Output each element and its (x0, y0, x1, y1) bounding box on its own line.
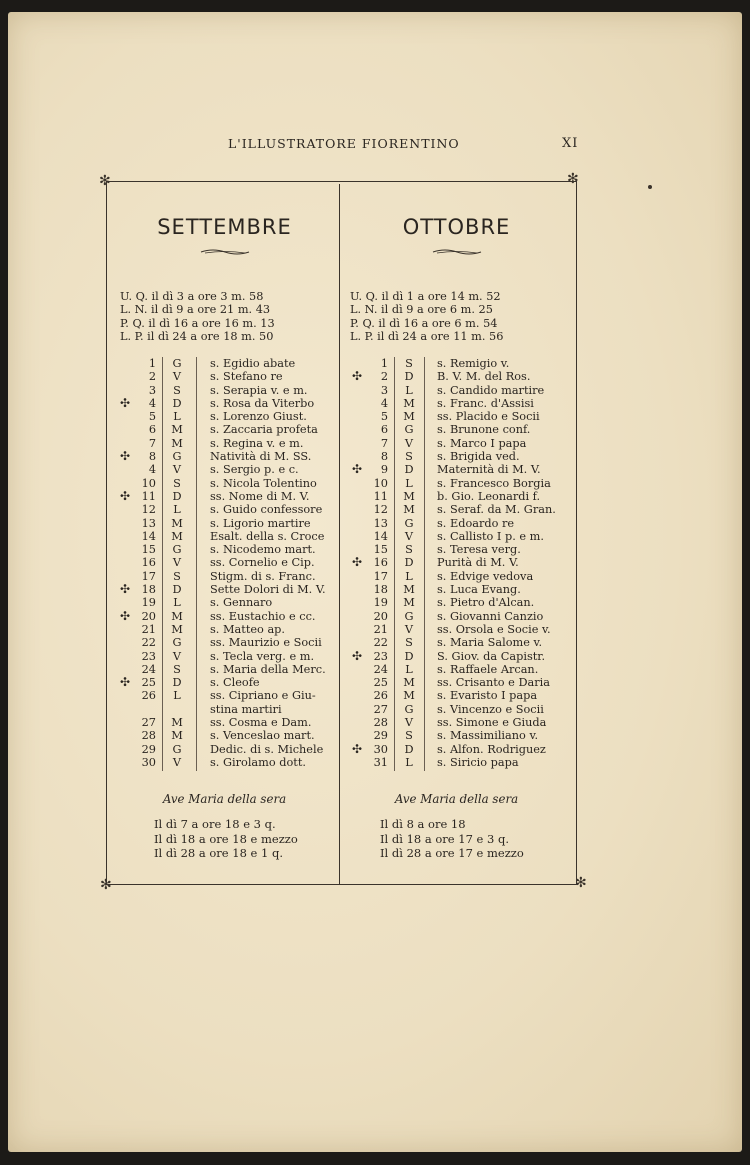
day-number: 26 (141, 689, 156, 703)
day-number: 28 (141, 729, 156, 743)
day-number: 3 (148, 383, 156, 397)
september-column (110, 181, 339, 883)
saint-name: s. Stefano re (210, 370, 283, 384)
weekday-letter: G (172, 543, 182, 557)
weekday-letter: S (405, 357, 413, 370)
day-row (342, 543, 571, 556)
weekday-letter: G (404, 702, 414, 716)
day-row (342, 357, 571, 370)
corner-ornament-icon: ✻ (100, 877, 112, 893)
day-number: 21 (141, 622, 156, 636)
ave-maria-line: Il dì 28 a ore 17 e mezzo (380, 846, 524, 860)
weekday-letter: D (172, 583, 182, 597)
saint-name: ss. Maurizio e Socii (210, 636, 322, 650)
day-number: 17 (373, 569, 388, 583)
saint-name: s. Giovanni Canzio (437, 609, 544, 623)
weekday-letter: D (172, 676, 182, 690)
weekday-letter: V (172, 649, 182, 663)
day-row (342, 663, 571, 676)
weekday-letter: D (172, 396, 182, 410)
day-number: 19 (141, 596, 156, 610)
moon-phase: P. Q. il dì 16 a ore 6 m. 54 (350, 316, 498, 330)
saint-name: s. Evaristo I papa (437, 689, 538, 703)
day-row (110, 397, 339, 410)
saint-name: Maternità di M. V. (437, 463, 541, 477)
saint-name: ss. Eustachio e cc. (210, 609, 316, 623)
day-row (342, 450, 571, 463)
weekday-letter: G (172, 636, 182, 650)
day-row (110, 636, 339, 649)
weekday-letter: M (403, 596, 415, 610)
saint-name: s. Girolamo dott. (210, 755, 306, 769)
day-number: 12 (141, 503, 156, 517)
day-row (110, 477, 339, 490)
saint-name: stina martiri (210, 702, 282, 716)
day-number: 11 (141, 489, 156, 503)
weekday-letter: G (404, 423, 414, 437)
day-number: 4 (148, 396, 156, 410)
saint-name: B. V. M. del Ros. (437, 370, 531, 384)
day-row (110, 423, 339, 436)
weekday-letter: V (404, 436, 414, 450)
weekday-letter: V (172, 463, 182, 477)
feast-cross-icon: ✣ (119, 449, 131, 464)
column-divider (339, 184, 340, 885)
day-number: 23 (141, 649, 156, 663)
day-number: 2 (148, 370, 156, 384)
saint-name: s. Luca Evang. (437, 583, 521, 597)
saint-name: s. Francesco Borgia (437, 476, 551, 490)
ave-maria-title-september: Ave Maria della sera (162, 792, 287, 806)
day-row (110, 450, 339, 463)
day-number: 18 (373, 583, 388, 597)
weekday-letter: L (405, 662, 413, 676)
feast-cross-icon: ✣ (119, 395, 131, 410)
weekday-letter: G (172, 357, 182, 370)
weekday-letter: M (403, 503, 415, 517)
saint-name: s. Brunone conf. (437, 423, 531, 437)
weekday-letter: M (403, 410, 415, 424)
days-list-september (110, 357, 339, 769)
weekday-letter: M (171, 423, 183, 437)
day-row (342, 556, 571, 569)
ave-maria-line: Il dì 8 a ore 18 (380, 817, 466, 831)
day-row (342, 437, 571, 450)
day-row (110, 689, 339, 702)
day-number: 24 (141, 662, 156, 676)
day-row (110, 437, 339, 450)
day-row (342, 623, 571, 636)
saint-name: s. Sergio p. e c. (210, 463, 299, 477)
saint-name: Natività di M. SS. (210, 450, 312, 464)
saint-name: s. Marco I papa (437, 436, 527, 450)
day-row (110, 583, 339, 596)
day-number: 8 (148, 450, 156, 464)
saint-name: ss. Cosma e Dam. (210, 716, 312, 730)
day-number: 11 (373, 489, 388, 503)
day-row (110, 556, 339, 569)
saint-name: ss. Crisanto e Daria (437, 676, 550, 690)
saint-name: s. Gennaro (210, 596, 273, 610)
saint-name: Stigm. di s. Franc. (210, 569, 316, 583)
saint-name: s. Remigio v. (437, 357, 510, 370)
weekday-letter: S (405, 729, 413, 743)
saint-name: s. Candido martire (437, 383, 545, 397)
day-row (110, 463, 339, 476)
day-row (342, 729, 571, 742)
days-list-october (342, 357, 571, 769)
weekday-letter: V (172, 556, 182, 570)
saint-name: s. Brigida ved. (437, 450, 520, 464)
saint-name: ss. Cornelio e Cip. (210, 556, 315, 570)
weekday-letter: G (404, 516, 414, 530)
weekday-letter: S (405, 450, 413, 464)
day-number: 6 (380, 423, 388, 437)
saint-name: s. Nicodemo mart. (210, 543, 316, 557)
swash-ornament-icon (431, 247, 483, 257)
saint-name: s. Venceslao mart. (210, 729, 315, 743)
day-number: 19 (373, 596, 388, 610)
day-number: 5 (380, 410, 388, 424)
corner-ornament-icon: ✻ (99, 173, 111, 189)
day-row (110, 743, 339, 756)
day-row (342, 689, 571, 702)
saint-name: Sette Dolori di M. V. (210, 583, 326, 597)
weekday-letter: M (171, 716, 183, 730)
weekday-letter: D (404, 370, 414, 384)
day-row (110, 676, 339, 689)
weekday-letter: M (171, 609, 183, 623)
moon-phase: P. Q. il dì 16 a ore 16 m. 13 (120, 316, 275, 330)
day-number: 23 (373, 649, 388, 663)
day-number: 7 (380, 436, 388, 450)
weekday-letter: M (171, 529, 183, 543)
day-row (342, 423, 571, 436)
weekday-letter: M (403, 689, 415, 703)
page-number: XI (562, 136, 579, 151)
weekday-letter: L (405, 383, 413, 397)
saint-name: s. Maria Salome v. (437, 636, 543, 650)
weekday-letter: G (172, 450, 182, 464)
weekday-letter: L (405, 755, 413, 769)
day-row (342, 570, 571, 583)
feast-cross-icon: ✣ (351, 369, 363, 384)
ink-speck (648, 185, 652, 189)
weekday-letter: S (405, 636, 413, 650)
saint-name: ss. Nome di M. V. (210, 489, 310, 503)
saint-name: s. Rosa da Viterbo (210, 396, 315, 410)
saint-name: s. Ligorio martire (210, 516, 311, 530)
day-row (342, 636, 571, 649)
day-row (110, 663, 339, 676)
ave-maria-times-september (154, 817, 298, 861)
day-number: 14 (141, 529, 156, 543)
day-number: 18 (141, 583, 156, 597)
day-row (110, 729, 339, 742)
saint-name: s. Serapia v. e m. (210, 383, 308, 397)
weekday-letter: L (173, 596, 181, 610)
day-number: 16 (141, 556, 156, 570)
feast-cross-icon: ✣ (119, 582, 131, 597)
day-number: 4 (148, 463, 156, 477)
feast-cross-icon: ✣ (351, 648, 363, 663)
day-row (110, 503, 339, 516)
day-row (110, 703, 339, 716)
day-row (110, 543, 339, 556)
weekday-letter: V (172, 755, 182, 769)
october-column (342, 181, 571, 883)
day-row (110, 756, 339, 769)
saint-name: s. Raffaele Arcan. (437, 662, 539, 676)
day-row (110, 370, 339, 383)
day-number: 8 (380, 450, 388, 464)
day-number: 20 (141, 609, 156, 623)
day-number: 30 (373, 742, 388, 756)
weekday-letter: G (172, 742, 182, 756)
day-number: 25 (141, 676, 156, 690)
day-number: 20 (373, 609, 388, 623)
day-number: 30 (141, 755, 156, 769)
saint-name: s. Tecla verg. e m. (210, 649, 315, 663)
saint-name: s. Matteo ap. (210, 622, 285, 636)
ave-maria-line: Il dì 18 a ore 18 e mezzo (154, 831, 298, 846)
day-row (110, 530, 339, 543)
weekday-letter: L (405, 569, 413, 583)
ave-maria-line: Il dì 7 a ore 18 e 3 q. (154, 817, 276, 831)
weekday-letter: V (172, 370, 182, 384)
weekday-letter: L (173, 503, 181, 517)
weekday-letter: D (172, 489, 182, 503)
day-number: 12 (373, 503, 388, 517)
ave-maria-times-october (380, 817, 524, 861)
saint-name: s. Seraf. da M. Gran. (437, 503, 556, 517)
swash-ornament-icon (199, 247, 251, 257)
corner-ornament-icon: ✻ (567, 171, 579, 187)
moon-phase: L. N. il dì 9 a ore 21 m. 43 (120, 303, 271, 317)
day-number: 2 (380, 370, 388, 384)
ave-maria-line: Il dì 18 a ore 17 e 3 q. (380, 831, 509, 846)
saint-name: s. Zaccaria profeta (210, 423, 318, 437)
saint-name: s. Guido confessore (210, 503, 323, 517)
day-row (342, 384, 571, 397)
month-title-october: OTTOBRE (402, 215, 511, 239)
day-number: 26 (373, 689, 388, 703)
day-row (342, 583, 571, 596)
day-row (110, 384, 339, 397)
month-title-september: SETTEMBRE (157, 215, 292, 239)
weekday-letter: M (403, 489, 415, 503)
saint-name: Purità di M. V. (437, 556, 519, 570)
weekday-letter: D (404, 463, 414, 477)
weekday-letter: S (173, 662, 181, 676)
day-row (342, 610, 571, 623)
weekday-letter: V (404, 622, 414, 636)
ave-maria-title-october: Ave Maria della sera (394, 792, 519, 806)
moon-phase: L. N. il dì 9 a ore 6 m. 25 (350, 303, 493, 317)
day-number: 5 (148, 410, 156, 424)
day-row (110, 610, 339, 623)
weekday-letter: L (173, 410, 181, 424)
moon-phase: L. P. il dì 24 a ore 11 m. 56 (350, 329, 504, 343)
weekday-letter: S (173, 383, 181, 397)
day-number: 16 (373, 556, 388, 570)
day-row (342, 503, 571, 516)
day-row (110, 570, 339, 583)
weekday-letter: M (403, 583, 415, 597)
moon-phases-september (120, 290, 275, 343)
day-number: 28 (373, 716, 388, 730)
saint-name: ss. Orsola e Socie v. (437, 622, 551, 636)
feast-cross-icon: ✣ (119, 675, 131, 690)
day-row (342, 477, 571, 490)
saint-name: s. Lorenzo Giust. (210, 410, 307, 424)
day-row (110, 410, 339, 423)
feast-cross-icon: ✣ (119, 608, 131, 623)
feast-cross-icon: ✣ (351, 555, 363, 570)
day-row (342, 530, 571, 543)
day-number: 3 (380, 383, 388, 397)
day-row (342, 517, 571, 530)
day-row (342, 397, 571, 410)
weekday-letter: L (173, 689, 181, 703)
saint-name: s. Teresa verg. (437, 543, 521, 557)
day-row (342, 596, 571, 609)
ave-maria-line: Il dì 28 a ore 18 e 1 q. (154, 846, 283, 860)
day-row (110, 650, 339, 663)
weekday-letter: S (405, 543, 413, 557)
weekday-letter: S (173, 476, 181, 490)
saint-name: s. Regina v. e m. (210, 436, 304, 450)
weekday-letter: M (403, 676, 415, 690)
weekday-letter: M (171, 436, 183, 450)
saint-name: s. Egidio abate (210, 357, 296, 370)
day-number: 27 (373, 702, 388, 716)
day-number: 22 (373, 636, 388, 650)
day-number: 6 (148, 423, 156, 437)
day-number: 15 (373, 543, 388, 557)
day-row (342, 490, 571, 503)
day-row (342, 370, 571, 383)
saint-name: s. Pietro d'Alcan. (437, 596, 535, 610)
moon-phase: U. Q. il dì 3 a ore 3 m. 58 (120, 290, 264, 303)
saint-name: s. Siricio papa (437, 755, 519, 769)
saint-name: s. Alfon. Rodriguez (437, 742, 546, 756)
day-number: 21 (373, 622, 388, 636)
weekday-letter: M (171, 516, 183, 530)
day-number: 31 (373, 755, 388, 769)
weekday-letter: V (404, 716, 414, 730)
day-row (110, 490, 339, 503)
weekday-letter: S (173, 569, 181, 583)
day-row (342, 410, 571, 423)
day-number: 13 (141, 516, 156, 530)
day-number: 7 (148, 436, 156, 450)
weekday-letter: M (171, 729, 183, 743)
saint-name: ss. Placido e Socii (437, 410, 540, 424)
feast-cross-icon: ✣ (351, 462, 363, 477)
day-number: 4 (380, 396, 388, 410)
weekday-letter: D (404, 556, 414, 570)
running-head-title: L'ILLUSTRATORE FIORENTINO (228, 136, 460, 151)
day-row (110, 357, 339, 370)
weekday-letter: D (404, 742, 414, 756)
day-number: 1 (380, 357, 388, 370)
saint-name: ss. Cipriano e Giu- (210, 689, 316, 703)
day-row (342, 650, 571, 663)
day-number: 14 (373, 529, 388, 543)
weekday-letter: L (405, 476, 413, 490)
weekday-letter: D (404, 649, 414, 663)
day-number: 22 (141, 636, 156, 650)
day-number: 25 (373, 676, 388, 690)
saint-name: ss. Simone e Giuda (437, 716, 547, 730)
day-row (110, 517, 339, 530)
day-number: 1 (148, 357, 156, 370)
feast-cross-icon: ✣ (119, 488, 131, 503)
saint-name: s. Edoardo re (437, 516, 515, 530)
day-row (110, 596, 339, 609)
day-number: 10 (141, 476, 156, 490)
saint-name: S. Giov. da Capistr. (437, 649, 546, 663)
weekday-letter: M (403, 396, 415, 410)
moon-phase: L. P. il dì 24 a ore 18 m. 50 (120, 329, 274, 343)
day-number: 17 (141, 569, 156, 583)
saint-name: s. Franc. d'Assisi (437, 396, 534, 410)
day-number: 9 (380, 463, 388, 477)
moon-phase: U. Q. il dì 1 a ore 14 m. 52 (350, 290, 501, 303)
day-number: 10 (373, 476, 388, 490)
day-row (342, 716, 571, 729)
saint-name: b. Gio. Leonardi f. (437, 489, 541, 503)
day-row (110, 716, 339, 729)
feast-cross-icon: ✣ (351, 741, 363, 756)
saint-name: s. Edvige vedova (437, 569, 534, 583)
day-row (342, 703, 571, 716)
saint-name: s. Maria della Merc. (210, 662, 326, 676)
saint-name: s. Vincenzo e Socii (437, 702, 544, 716)
day-number: 27 (141, 716, 156, 730)
day-number: 15 (141, 543, 156, 557)
weekday-letter: G (404, 609, 414, 623)
saint-name: s. Nicola Tolentino (210, 476, 317, 490)
saint-name: Dedic. di s. Michele (210, 742, 324, 756)
day-row (342, 463, 571, 476)
day-row (342, 743, 571, 756)
saint-name: Esalt. della s. Croce (210, 529, 325, 543)
day-row (342, 676, 571, 689)
corner-ornament-icon: ✻ (575, 875, 587, 891)
day-number: 29 (141, 742, 156, 756)
day-number: 24 (373, 662, 388, 676)
day-number: 29 (373, 729, 388, 743)
weekday-letter: M (171, 622, 183, 636)
saint-name: s. Cleofe (210, 676, 260, 690)
moon-phases-october (350, 290, 503, 343)
saint-name: s. Callisto I p. e m. (437, 529, 544, 543)
day-row (110, 623, 339, 636)
day-row (342, 756, 571, 769)
day-number: 13 (373, 516, 388, 530)
saint-name: s. Massimiliano v. (437, 729, 539, 743)
weekday-letter: V (404, 529, 414, 543)
